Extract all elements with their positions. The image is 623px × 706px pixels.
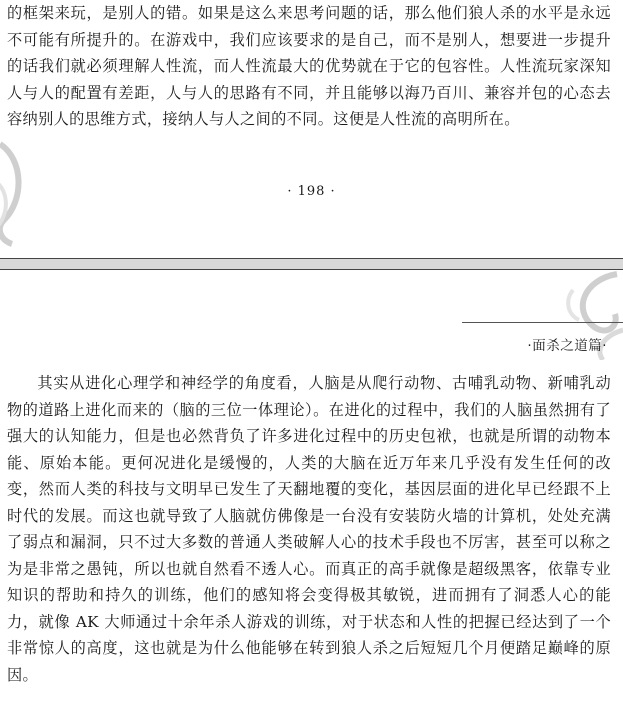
- running-head: ·面杀之道篇·: [527, 338, 607, 354]
- corner-ornament-left-icon: [0, 140, 34, 250]
- bottom-paragraph: 其实从进化心理学和神经学的角度看，人脑是从爬行动物、古哺乳动物、新哺乳动物的道路上进化而来的（脑的三位一体理论）。在进化的过程中，我们的人脑虽然拥有了强大的认知能力，但是也必然背负了许多进化过程中的历史包袱，也就是所谓的动物本能、原始本能。更何况进化是缓慢的，人类的大脑在近万年来几乎没有发生任何的改变，然而人类的科技与文明早已发生了天翻地覆的变化，基因层面的进化早已经跟不上时代的发展。而这也就导致了人脑就仿佛像是一台没有安装防火墙的计算机，处处充满了弱点和漏洞，只不过大多数的普通人类破解人心的技术手段也不厉害，甚至可以称之为是非常之愚钝，所以也就自然看不透人心。而真正的高手就像是超级黑客，依靠专业知识的帮助和持久的训练，他们的感知将会变得极其敏锐，进而拥有了洞悉人心的能力，就像 AK 大师通过十余年杀人游戏的训练，对于状态和人性的把握已经达到了一个非常惊人的高度，这也就是为什么他能够在转到狼人杀之后短短几个月便踏足巅峰的原因。: [7, 374, 611, 684]
- page-number: · 198 ·: [287, 184, 336, 199]
- page-divider: [0, 258, 623, 270]
- top-paragraph: 的框架来玩，是别人的错。如果是这么来思考问题的话，那么他们狼人杀的水平是永远不可能有所提升的。在游戏中，我们应该要求的是自己，而不是别人，想要进一步提升的话我们就必须理解人性流，而人性流最大的优势就在于它的包容性。人性流玩家深知人与人的配置有差距，人与人的思路有不同，并且能够以海乃百川、兼容并包的心态去容纳别人的思维方式，接纳人与人之间的不同。这便是人性流的高明所在。: [7, 4, 611, 128]
- running-head-rule: [462, 322, 623, 323]
- bottom-page: [0, 270, 623, 706]
- top-page: [0, 0, 623, 258]
- bottom-page-body: [7, 370, 611, 688]
- top-page-body: [7, 0, 611, 133]
